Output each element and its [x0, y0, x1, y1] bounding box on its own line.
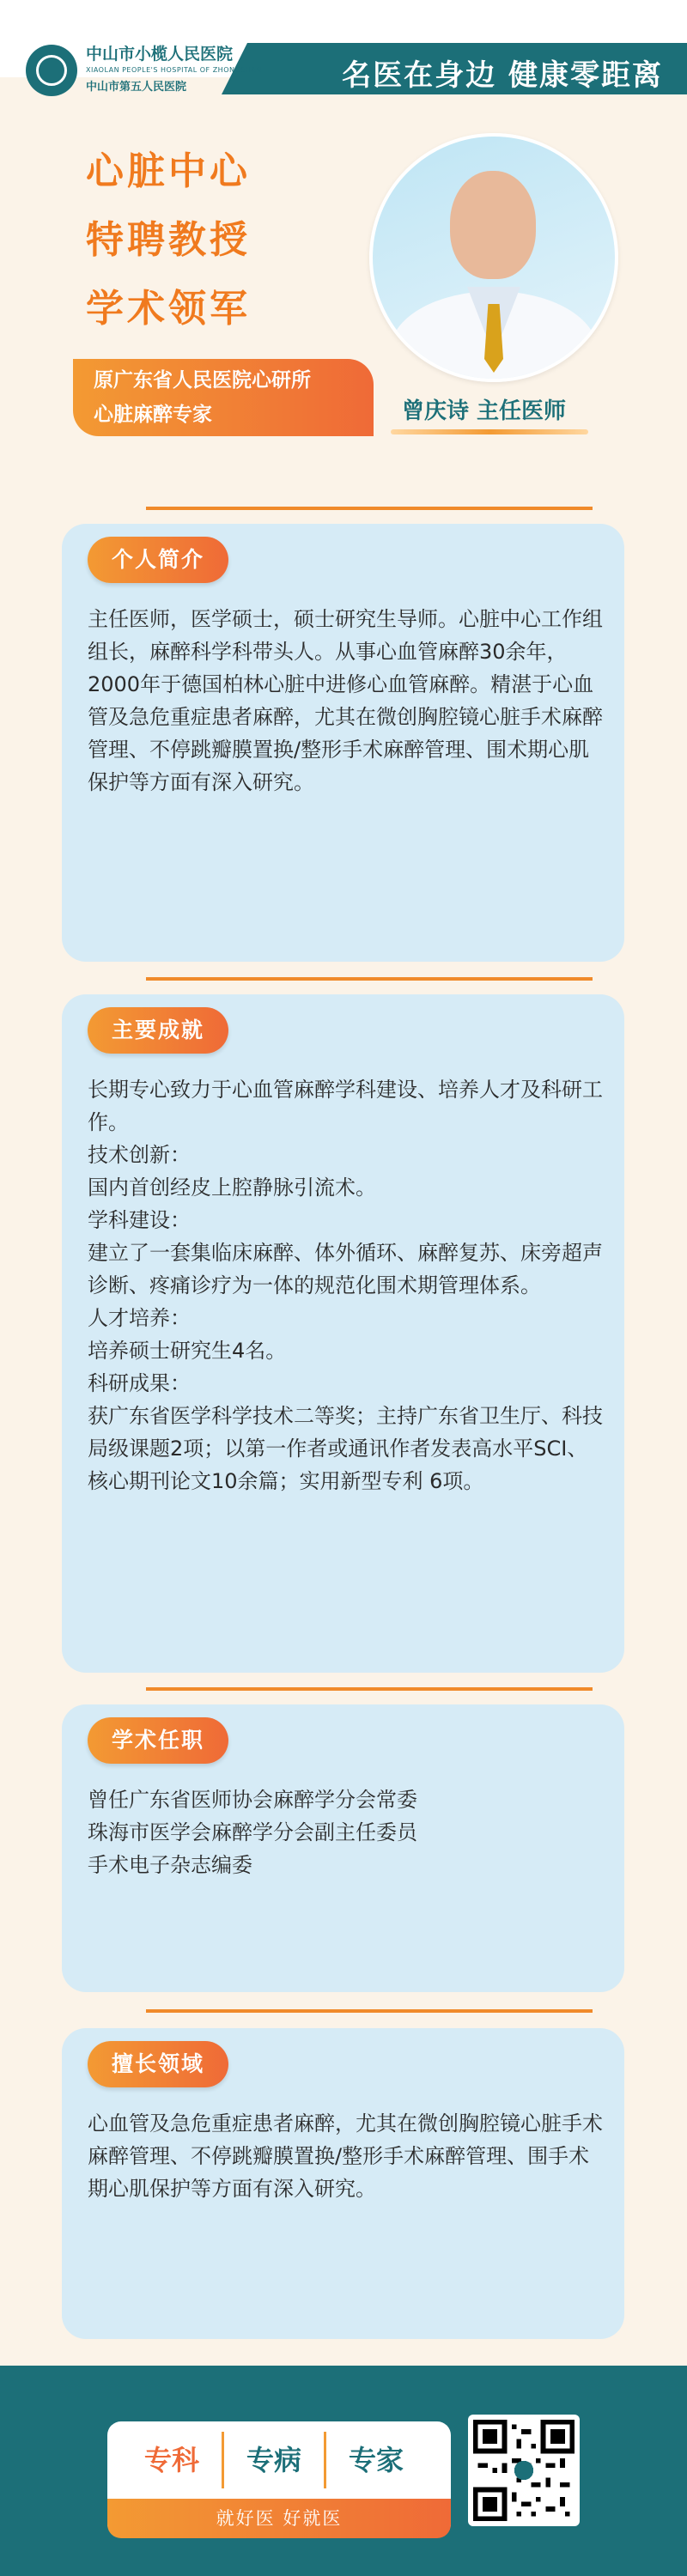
chip-expert: 专家 [349, 2444, 404, 2476]
achievements-text: 长期专心致力于心血管麻醉学科建设、培养人才及科研工作。 技术创新： 国内首创经皮上腔静脉引流术。 学科建设： 建立了一套集临床麻醉、体外循环、麻醉复苏、床旁超声诊断、疼痛诊疗为一体的规范化围术期管理体系。 人才培养： 培养硕士研究生4名。 科研成果： 获广东省医学科学技术二等奖；主持广东省卫生厅、科技局级课题2项；以第一作者或通讯作者发表高水平SCI、核心期刊论文10余篇；实用新型专利 6项。 [88, 1078, 603, 1493]
divider [146, 2009, 593, 2013]
profile-text: 主任医师，医学硕士，硕士研究生导师。心脏中心工作组组长，麻醉科学科带头人。从事心血管麻醉30余年，2000年于德国柏林心脏中进修心血管麻醉。精湛于心血管及急危重症患者麻醉，尤其在微创胸腔镜心脏手术麻醉管理、不停跳瓣膜置换/整形手术麻醉管理、围术期心肌保护等方面有深入研究。 [88, 607, 603, 794]
intro-line: 原广东省人民医院心研所 [94, 369, 311, 392]
profile-card [62, 524, 624, 962]
hero-title-line: 心脏中心 [86, 149, 251, 193]
achievements-card [62, 994, 624, 1673]
hospital-logo-icon [26, 45, 77, 96]
qr-code-icon[interactable] [468, 2415, 580, 2526]
divider [146, 1687, 593, 1691]
footer-slogan: 就好医 好就医 [107, 2499, 451, 2538]
doctor-portrait [369, 133, 618, 382]
hospital-name: 中山市小榄人民医院 [86, 45, 234, 64]
positions-text: 曾任广东省医师协会麻醉学分会常委 珠海市医学会麻醉学分会副主任委员 手术电子杂志编委 [88, 1788, 417, 1877]
achievements-title: 主要成就 [88, 1007, 228, 1054]
expertise-card [62, 2028, 624, 2339]
specialty-chips [122, 2432, 426, 2488]
expertise-text: 心血管及急危重症患者麻醉，尤其在微创胸腔镜心脏手术麻醉管理、不停跳瓣膜置换/整形手术麻醉管理、围手术期心肌保护等方面有深入研究。 [88, 2111, 603, 2201]
header-slogan: 名医在身边 健康零距离 [342, 58, 663, 93]
doctor-intro-badge [73, 359, 374, 436]
expertise-title: 擅长领域 [88, 2041, 228, 2087]
profile-title: 个人简介 [88, 537, 228, 583]
doctor-name: 曾庆诗 主任医师 [402, 398, 567, 424]
hero-title [86, 137, 251, 343]
hero-title-line: 学术领军 [86, 287, 251, 331]
header-banner [247, 43, 687, 94]
name-underline [391, 429, 588, 434]
hospital-subtitle: 中山市第五人民医院 [86, 81, 187, 94]
divider [146, 977, 593, 981]
intro-line: 心脏麻醉专家 [94, 404, 212, 426]
chip-specialty: 专科 [144, 2444, 200, 2476]
positions-card [62, 1704, 624, 1992]
chip-disease: 专病 [222, 2432, 326, 2488]
divider [146, 507, 593, 510]
positions-title: 学术任职 [88, 1717, 228, 1764]
portrait-head [450, 171, 536, 279]
hospital-english-name: XIAOLAN PEOPLE'S HOSPITAL OF ZHONGSHAN [86, 66, 262, 74]
hero-title-line: 特聘教授 [86, 218, 251, 262]
